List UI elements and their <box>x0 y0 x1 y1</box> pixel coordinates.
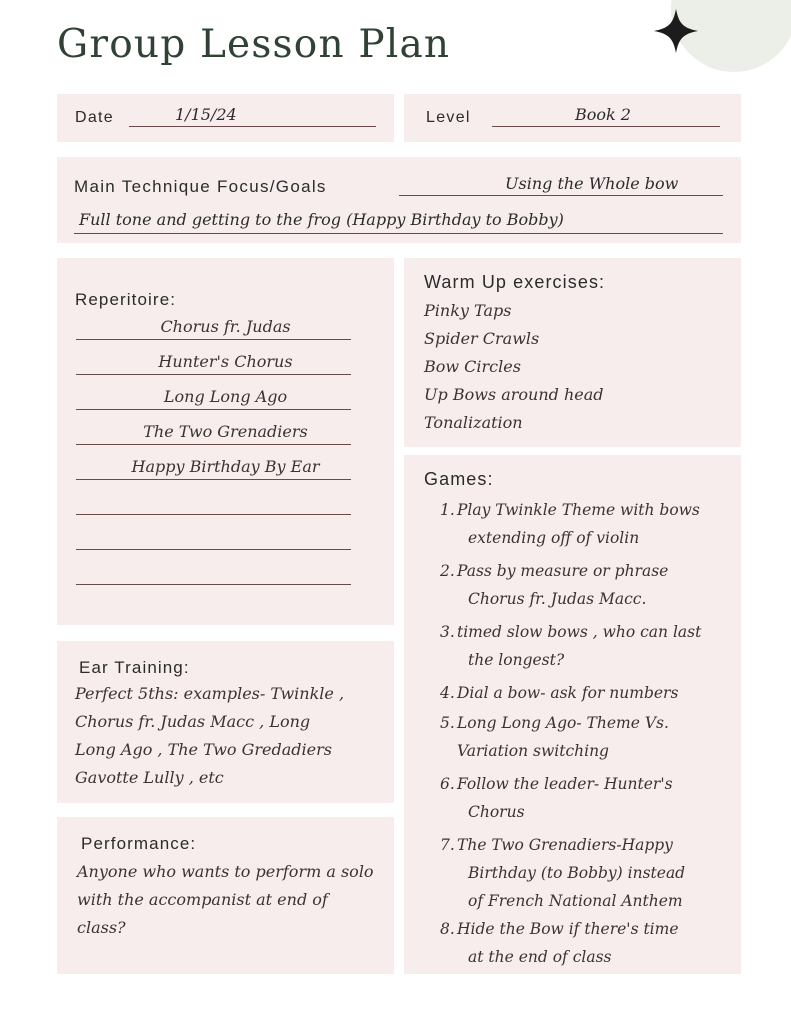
warm-up-line[interactable]: Pinky Taps <box>424 301 512 320</box>
warm-up-line[interactable]: Bow Circles <box>424 357 521 376</box>
date-rule <box>129 126 376 127</box>
performance-line[interactable]: Anyone who wants to perform a solo <box>77 862 374 881</box>
ear-training-heading: Ear Training: <box>79 658 190 677</box>
warm-up-panel <box>404 258 741 447</box>
games-heading: Games: <box>424 469 494 489</box>
main-focus-panel <box>57 157 741 243</box>
ear-training-line[interactable]: Perfect 5ths: examples- Twinkle , <box>75 684 345 703</box>
repertoire-rule <box>76 339 351 340</box>
ear-training-line[interactable]: Long Ago , The Two Gredadiers <box>75 740 332 759</box>
game-number: 4. <box>440 684 455 702</box>
warm-up-line[interactable]: Up Bows around head <box>424 385 604 404</box>
game-line[interactable]: Dial a bow- ask for numbers <box>457 684 679 702</box>
main-focus-label: Main Technique Focus/Goals <box>74 177 327 196</box>
repertoire-rule <box>76 479 351 480</box>
repertoire-rule <box>76 374 351 375</box>
warm-up-line[interactable]: Tonalization <box>424 413 523 432</box>
repertoire-panel <box>57 258 394 625</box>
games-panel <box>404 455 741 974</box>
warm-up-heading: Warm Up exercises: <box>424 272 606 292</box>
game-line[interactable]: Hide the Bow if there's time <box>457 920 679 938</box>
repertoire-heading: Reperitoire: <box>75 290 177 309</box>
game-line[interactable]: Pass by measure or phrase <box>457 562 669 580</box>
sparkle-icon <box>653 8 699 54</box>
focus-rule-2 <box>74 233 723 234</box>
level-rule <box>492 126 720 127</box>
date-label: Date <box>75 109 114 126</box>
repertoire-item[interactable]: Happy Birthday By Ear <box>131 457 320 476</box>
focus-rule-1 <box>399 195 723 196</box>
game-line[interactable]: Chorus fr. Judas Macc. <box>468 590 647 608</box>
game-number: 6. <box>440 775 455 793</box>
repertoire-rule <box>76 409 351 410</box>
game-number: 1. <box>440 501 455 519</box>
level-value[interactable]: Book 2 <box>575 105 631 124</box>
game-line[interactable]: Birthday (to Bobby) instead <box>468 864 686 882</box>
game-number: 8. <box>440 920 455 938</box>
repertoire-rule <box>76 444 351 445</box>
game-line[interactable]: Long Long Ago- Theme Vs. <box>457 714 669 732</box>
ear-training-panel <box>57 641 394 803</box>
performance-line[interactable]: class? <box>77 918 126 937</box>
game-line[interactable]: Chorus <box>468 803 525 821</box>
game-line[interactable]: at the end of class <box>468 948 612 966</box>
level-field-panel <box>404 94 741 142</box>
repertoire-rule <box>76 584 351 585</box>
repertoire-item[interactable]: Chorus fr. Judas <box>160 317 291 336</box>
date-field-panel <box>57 94 394 142</box>
game-number: 5. <box>440 714 455 732</box>
focus-value-line2[interactable]: Full tone and getting to the frog (Happy Birthday to Bobby) <box>79 210 564 229</box>
game-line[interactable]: extending off of violin <box>468 529 640 547</box>
page-title: Group Lesson Plan <box>57 22 451 67</box>
game-line[interactable]: timed slow bows , who can last <box>457 623 702 641</box>
game-line[interactable]: the longest? <box>468 651 565 669</box>
game-line[interactable]: Variation switching <box>457 742 609 760</box>
repertoire-item[interactable]: Hunter's Chorus <box>158 352 293 371</box>
level-label: Level <box>426 109 471 126</box>
game-line[interactable]: Follow the leader- Hunter's <box>457 775 673 793</box>
game-line[interactable]: The Two Grenadiers-Happy <box>457 836 673 854</box>
game-line[interactable]: Play Twinkle Theme with bows <box>457 501 700 519</box>
performance-panel <box>57 817 394 974</box>
repertoire-rule <box>76 514 351 515</box>
game-number: 2. <box>440 562 455 580</box>
date-value[interactable]: 1/15/24 <box>175 105 237 124</box>
ear-training-line[interactable]: Gavotte Lully , etc <box>75 768 224 787</box>
ear-training-line[interactable]: Chorus fr. Judas Macc , Long <box>75 712 311 731</box>
focus-value-line1[interactable]: Using the Whole bow <box>505 174 679 193</box>
warm-up-line[interactable]: Spider Crawls <box>424 329 540 348</box>
repertoire-item[interactable]: The Two Grenadiers <box>143 422 308 441</box>
repertoire-item[interactable]: Long Long Ago <box>163 387 288 406</box>
performance-heading: Performance: <box>81 834 197 853</box>
repertoire-rule <box>76 549 351 550</box>
game-number: 7. <box>440 836 455 854</box>
performance-line[interactable]: with the accompanist at end of <box>77 890 328 909</box>
game-line[interactable]: of French National Anthem <box>468 892 683 910</box>
game-number: 3. <box>440 623 455 641</box>
